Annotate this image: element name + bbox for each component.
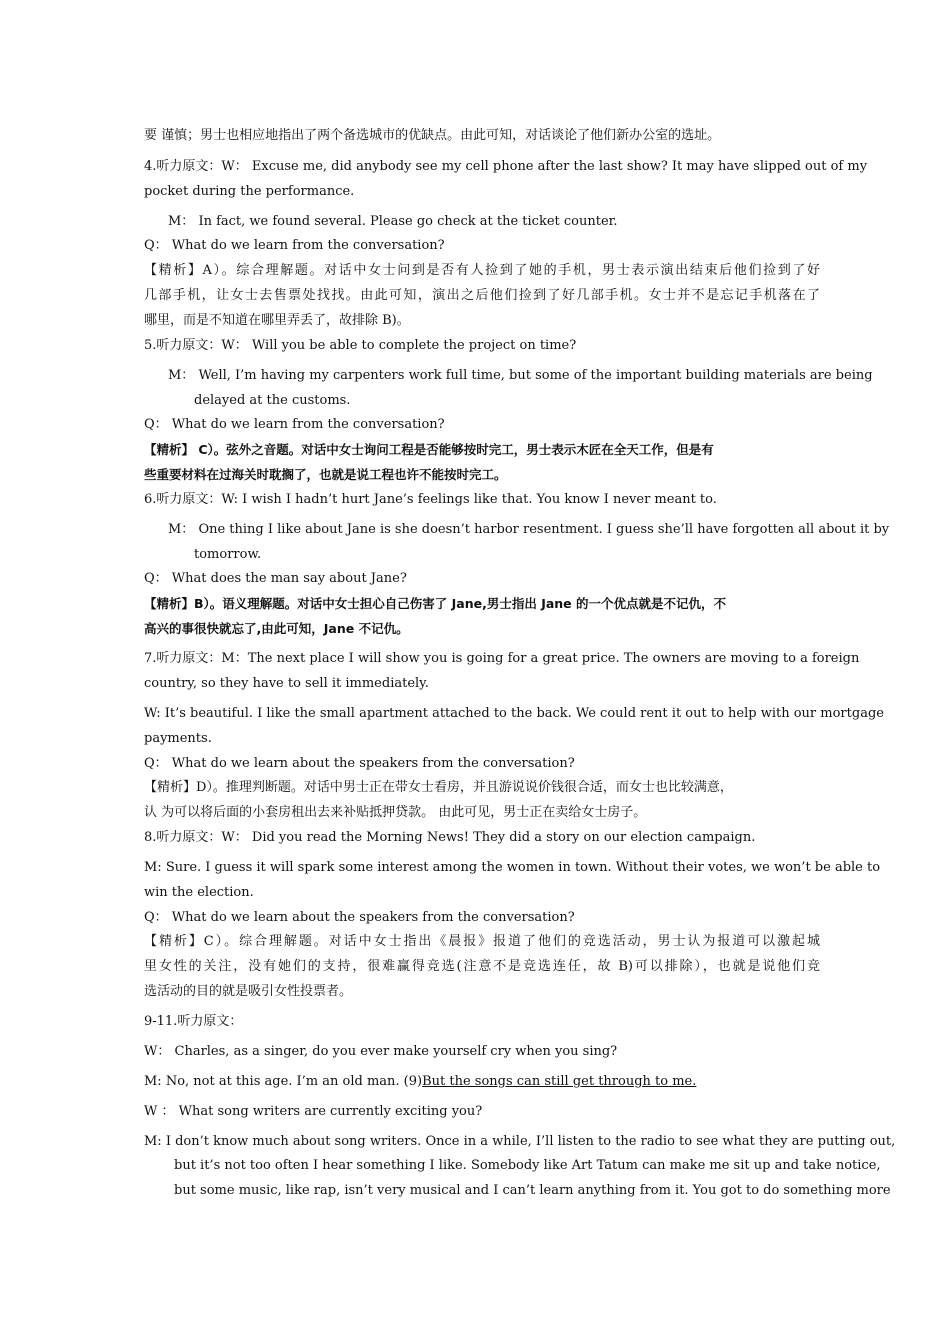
text-line: 要 谨慎；男士也相应地指出了两个备选城市的优缺点。由此可知，对话谈论了他们新办公室的选址。: [144, 128, 721, 143]
text-line: Q： What do we learn from the conversation?: [144, 417, 445, 432]
text-line: Q： What do we learn from the conversation?: [144, 238, 445, 253]
text-line: Q： What do we learn about the speakers from the conversation?: [144, 756, 575, 771]
text-line: 几部手机，让女士去售票处找找。由此可知，演出之后他们捡到了好几部手机。女士并不是忘记手机落在了: [144, 288, 820, 303]
text-line: W： Charles, as a singer, do you ever make yourself cry when you sing?: [144, 1044, 618, 1059]
text-line: delayed at the customs.: [194, 393, 351, 408]
text-line: W ： What song writers are currently exciting you?: [144, 1104, 483, 1119]
text-line: 【精析】A）。综合理解题。对话中女士问到是否有人捡到了她的手机，男士表示演出结束后他们捡到了好: [144, 263, 820, 278]
text-line: [144, 1073, 820, 1091]
text-line: 【精析】D）。推理判断题。对话中男士正在带女士看房，并且游说说价钱很合适，而女士也比较满意，: [144, 780, 733, 795]
text-line: M： One thing I like about Jane is she doesn’t harbor resentment. I guess she’ll have forgotten all about it by: [168, 522, 890, 537]
text-line: W: It’s beautiful. I like the small apartment attached to the back. We could rent it out to help with our mortgage: [144, 706, 884, 721]
text-line: country, so they have to sell it immediately.: [144, 676, 429, 691]
text-line: tomorrow.: [194, 547, 262, 562]
text-line: 高兴的事很快就忘了,由此可知，Jane 不记仇。: [144, 621, 409, 636]
text-line: M： In fact, we found several. Please go check at the ticket counter.: [168, 214, 618, 229]
text-line: 9-11.听力原文：: [144, 1014, 243, 1029]
underlined-text: But the songs can still get through to me.: [422, 1074, 697, 1089]
text-line: Q： What does the man say about Jane?: [144, 571, 407, 586]
text-line: but it’s not too often I hear something I like. Somebody like Art Tatum can make me sit up and take notice,: [174, 1158, 881, 1173]
text-line: 选活动的目的就是吸引女性投票者。: [144, 984, 353, 999]
text-span: M: No, not at this age. I’m an old man. (9): [144, 1074, 423, 1089]
text-line: 些重要材料在过海关时耽搁了，也就是说工程也许不能按时完工。: [144, 467, 507, 482]
text-line: 里女性的关注，没有她们的支持，很难赢得竞选(注意不是竞选连任，故 B)可以排除），也就是说他们竞: [144, 959, 820, 974]
text-line: win the election.: [144, 885, 254, 900]
text-line: 7.听力原文：M：The next place I will show you is going for a great price. The owners are moving to a foreign: [144, 651, 860, 666]
text-line: 4.听力原文：W： Excuse me, did anybody see my cell phone after the last show? It may have slipped out of my: [144, 159, 868, 174]
text-line: M: I don’t know much about song writers. Once in a while, I’ll listen to the radio to see what they are putting out,: [144, 1134, 896, 1149]
text-line: Q： What do we learn about the speakers from the conversation?: [144, 910, 575, 925]
text-line: payments.: [144, 731, 212, 746]
text-line: but some music, like rap, isn’t very musical and I can’t learn anything from it. You got to do something more: [174, 1183, 891, 1198]
text-line: 【精析】B）。语义理解题。对话中女士担心自己伤害了 Jane,男士指出 Jane 的一个优点就是不记仇，不: [144, 596, 727, 611]
text-line: 【精析】 C）。弦外之音题。对话中女士询问工程是否能够按时完工，男士表示木匠在全天工作，但是有: [144, 442, 714, 457]
text-line: 认 为可以将后面的小套房租出去来补贴抵押贷款。 由此可见，男士正在卖给女士房子。: [144, 805, 647, 820]
text-line: M: Sure. I guess it will spark some interest among the women in town. Without their votes, we won’t be able to: [144, 860, 881, 875]
text-line: 6.听力原文：W: I wish I hadn’t hurt Jane’s feelings like that. You know I never meant to.: [144, 492, 717, 507]
text-line: 8.听力原文：W： Did you read the Morning News! They did a story on our election campaign.: [144, 830, 756, 845]
text-line: 5.听力原文：W： Will you be able to complete the project on time?: [144, 338, 577, 353]
text-line: 【精析】C）。综合理解题。对话中女士指出《晨报》报道了他们的竞选活动，男士认为报道可以激起城: [144, 934, 820, 949]
text-line: M： Well, I’m having my carpenters work full time, but some of the important building materials are being: [168, 368, 873, 383]
text-line: 哪里，而是不知道在哪里弄丢了，故排除 B)。: [144, 313, 410, 328]
text-line: pocket during the performance.: [144, 184, 355, 199]
